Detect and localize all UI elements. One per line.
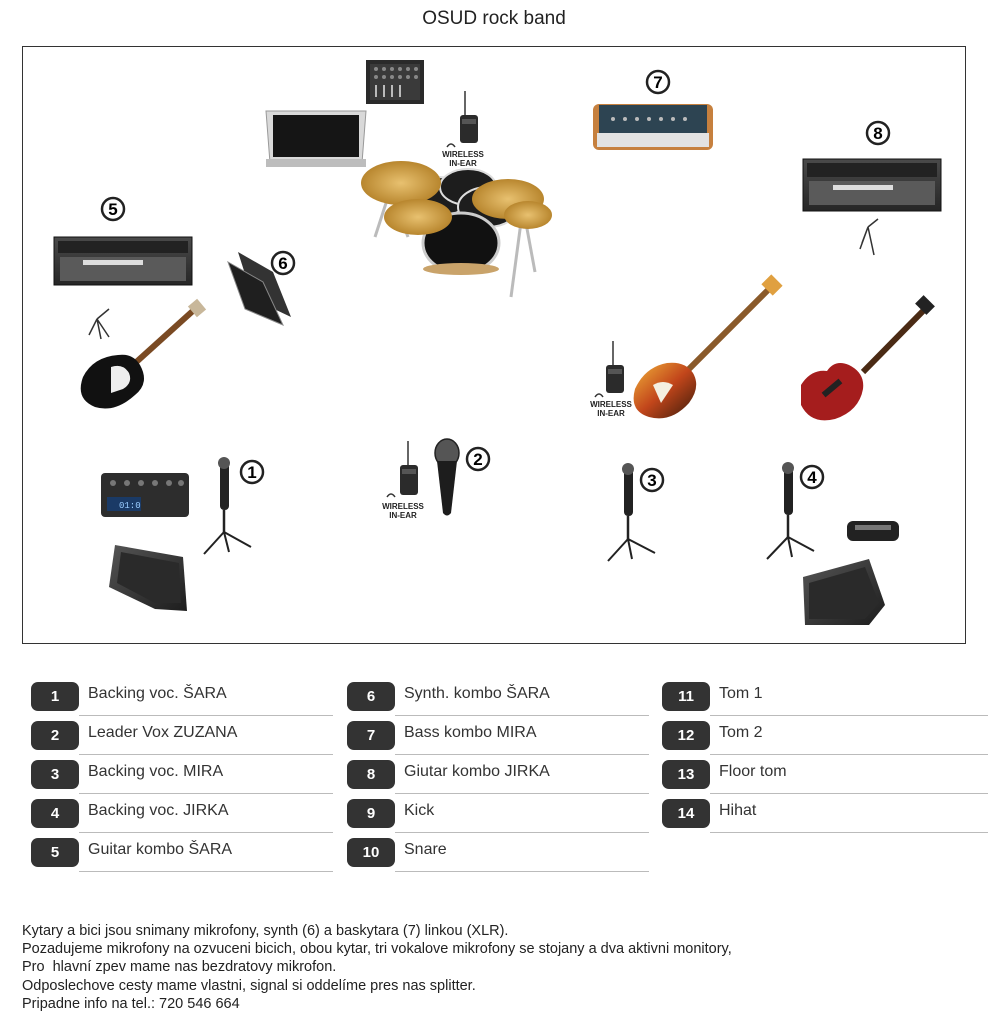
svg-text:WIRELESS: WIRELESS — [590, 400, 632, 409]
svg-text:3: 3 — [647, 471, 657, 490]
legend-number-badge: 8 — [347, 760, 395, 789]
stage-plot — [22, 46, 966, 644]
legend-number-badge: 10 — [347, 838, 395, 867]
wireless-pack-icon — [382, 441, 424, 520]
legend-item — [31, 680, 333, 718]
legend-divider — [79, 793, 333, 794]
legend-divider — [79, 832, 333, 833]
svg-text:7: 7 — [653, 73, 663, 92]
note-line: Pozadujeme mikrofony na ozvuceni bicich, obou kytar, tri vokalove mikrofony se stojany a dva aktivni monitory, — [22, 941, 732, 958]
marker-5 — [102, 198, 124, 220]
legend-divider — [79, 715, 333, 716]
legend-number-badge: 3 — [31, 760, 79, 789]
drum-kit-icon — [361, 161, 552, 297]
note-line: Odposlechove cesty mame vlastni, signal si oddelíme pres nas splitter. — [22, 977, 476, 994]
marker-7 — [647, 71, 669, 93]
legend-divider — [395, 871, 649, 872]
legend-label: Backing voc. ŠARA — [88, 685, 227, 702]
note-line: Pro hlavní zpev mame nas bezdratovy mikrofon. — [22, 959, 337, 976]
legend-label: Floor tom — [719, 763, 787, 780]
legend-number-badge: 6 — [347, 682, 395, 711]
legend-number-badge: 2 — [31, 721, 79, 750]
notes — [22, 922, 962, 1013]
note-line: Kytary a bici jsou snimany mikrofony, synth (6) a baskytara (7) linkou (XLR). — [22, 923, 509, 939]
guitar-stand-icon — [860, 219, 878, 255]
svg-text:6: 6 — [278, 254, 288, 273]
legend-item — [31, 758, 333, 796]
legend-label: Synth. kombo ŠARA — [404, 685, 550, 702]
legend-label: Giutar kombo JIRKA — [404, 763, 550, 780]
svg-text:2: 2 — [473, 450, 483, 469]
stage-monitor-icon — [109, 545, 187, 611]
legend-divider — [395, 832, 649, 833]
legend-label: Tom 1 — [719, 685, 763, 702]
legend-item — [347, 680, 649, 718]
legend-number-badge: 5 — [31, 838, 79, 867]
legend-item — [662, 680, 988, 718]
legend-label: Kick — [404, 802, 435, 819]
legend-item — [347, 836, 649, 874]
bass-amp-icon — [593, 104, 713, 150]
legend-item — [31, 719, 333, 757]
legend-item — [662, 758, 988, 796]
electric-guitar-icon — [81, 299, 206, 409]
guitar-combo-icon — [803, 159, 941, 211]
legend-item — [347, 719, 649, 757]
legend-item — [31, 836, 333, 874]
legend-divider — [395, 793, 649, 794]
legend-divider — [710, 754, 988, 755]
di-box-icon — [847, 521, 899, 541]
legend-divider — [395, 754, 649, 755]
marker-1 — [241, 461, 263, 483]
marker-8 — [867, 122, 889, 144]
legend-number-badge: 13 — [662, 760, 710, 789]
svg-text:IN-EAR: IN-EAR — [597, 409, 625, 418]
svg-text:4: 4 — [807, 468, 817, 487]
legend-number-badge: 12 — [662, 721, 710, 750]
handheld-microphone-icon — [435, 439, 459, 516]
legend-divider — [79, 871, 333, 872]
guitar-combo-icon — [54, 237, 192, 285]
legend-item — [347, 797, 649, 835]
legend-number-badge: 11 — [662, 682, 710, 711]
legend-divider — [395, 715, 649, 716]
legend-number-badge: 9 — [347, 799, 395, 828]
sg-guitar-icon — [801, 295, 935, 420]
svg-text:WIRELESS: WIRELESS — [442, 150, 484, 159]
multi-effects-pedal-icon — [101, 473, 189, 517]
marker-2 — [467, 448, 489, 470]
legend-item — [662, 719, 988, 757]
legend-label: Guitar kombo ŠARA — [88, 841, 233, 858]
svg-text:8: 8 — [873, 124, 883, 143]
legend-number-badge: 1 — [31, 682, 79, 711]
svg-text:1: 1 — [247, 463, 257, 482]
legend-divider — [710, 793, 988, 794]
legend-divider — [79, 754, 333, 755]
wireless-pack-icon — [590, 341, 632, 418]
legend-number-badge: 14 — [662, 799, 710, 828]
wireless-pack-icon — [442, 91, 484, 168]
legend-divider — [710, 715, 988, 716]
marker-3 — [641, 469, 663, 491]
svg-text:IN-EAR: IN-EAR — [449, 159, 477, 168]
legend-item — [662, 797, 988, 835]
stage-monitor-icon — [803, 559, 885, 625]
marker-4 — [801, 466, 823, 488]
legend-label: Backing voc. JIRKA — [88, 802, 229, 819]
legend-item — [347, 758, 649, 796]
bass-guitar-icon — [634, 274, 783, 418]
legend-label: Hihat — [719, 802, 757, 819]
legend-label: Bass kombo MIRA — [404, 724, 537, 741]
legend-label: Tom 2 — [719, 724, 763, 741]
legend-number-badge: 7 — [347, 721, 395, 750]
legend-divider — [710, 832, 988, 833]
legend-label: Backing voc. MIRA — [88, 763, 224, 780]
note-line: Pripadne info na tel.: 720 546 664 — [22, 995, 240, 1012]
pedal-display-text: 01:0 — [119, 501, 141, 511]
amp-case-icon — [266, 111, 366, 167]
legend-number-badge: 4 — [31, 799, 79, 828]
legend-label: Snare — [404, 841, 447, 858]
legend-label: Leader Vox ZUZANA — [88, 724, 238, 741]
mixer-icon — [366, 60, 424, 104]
marker-6 — [272, 252, 294, 274]
guitar-stand-icon — [89, 309, 109, 339]
page-title: OSUD rock band — [422, 8, 566, 29]
legend-item — [31, 797, 333, 835]
svg-text:5: 5 — [108, 200, 118, 219]
svg-text:WIRELESS: WIRELESS — [382, 502, 424, 511]
svg-text:IN-EAR: IN-EAR — [389, 511, 417, 520]
